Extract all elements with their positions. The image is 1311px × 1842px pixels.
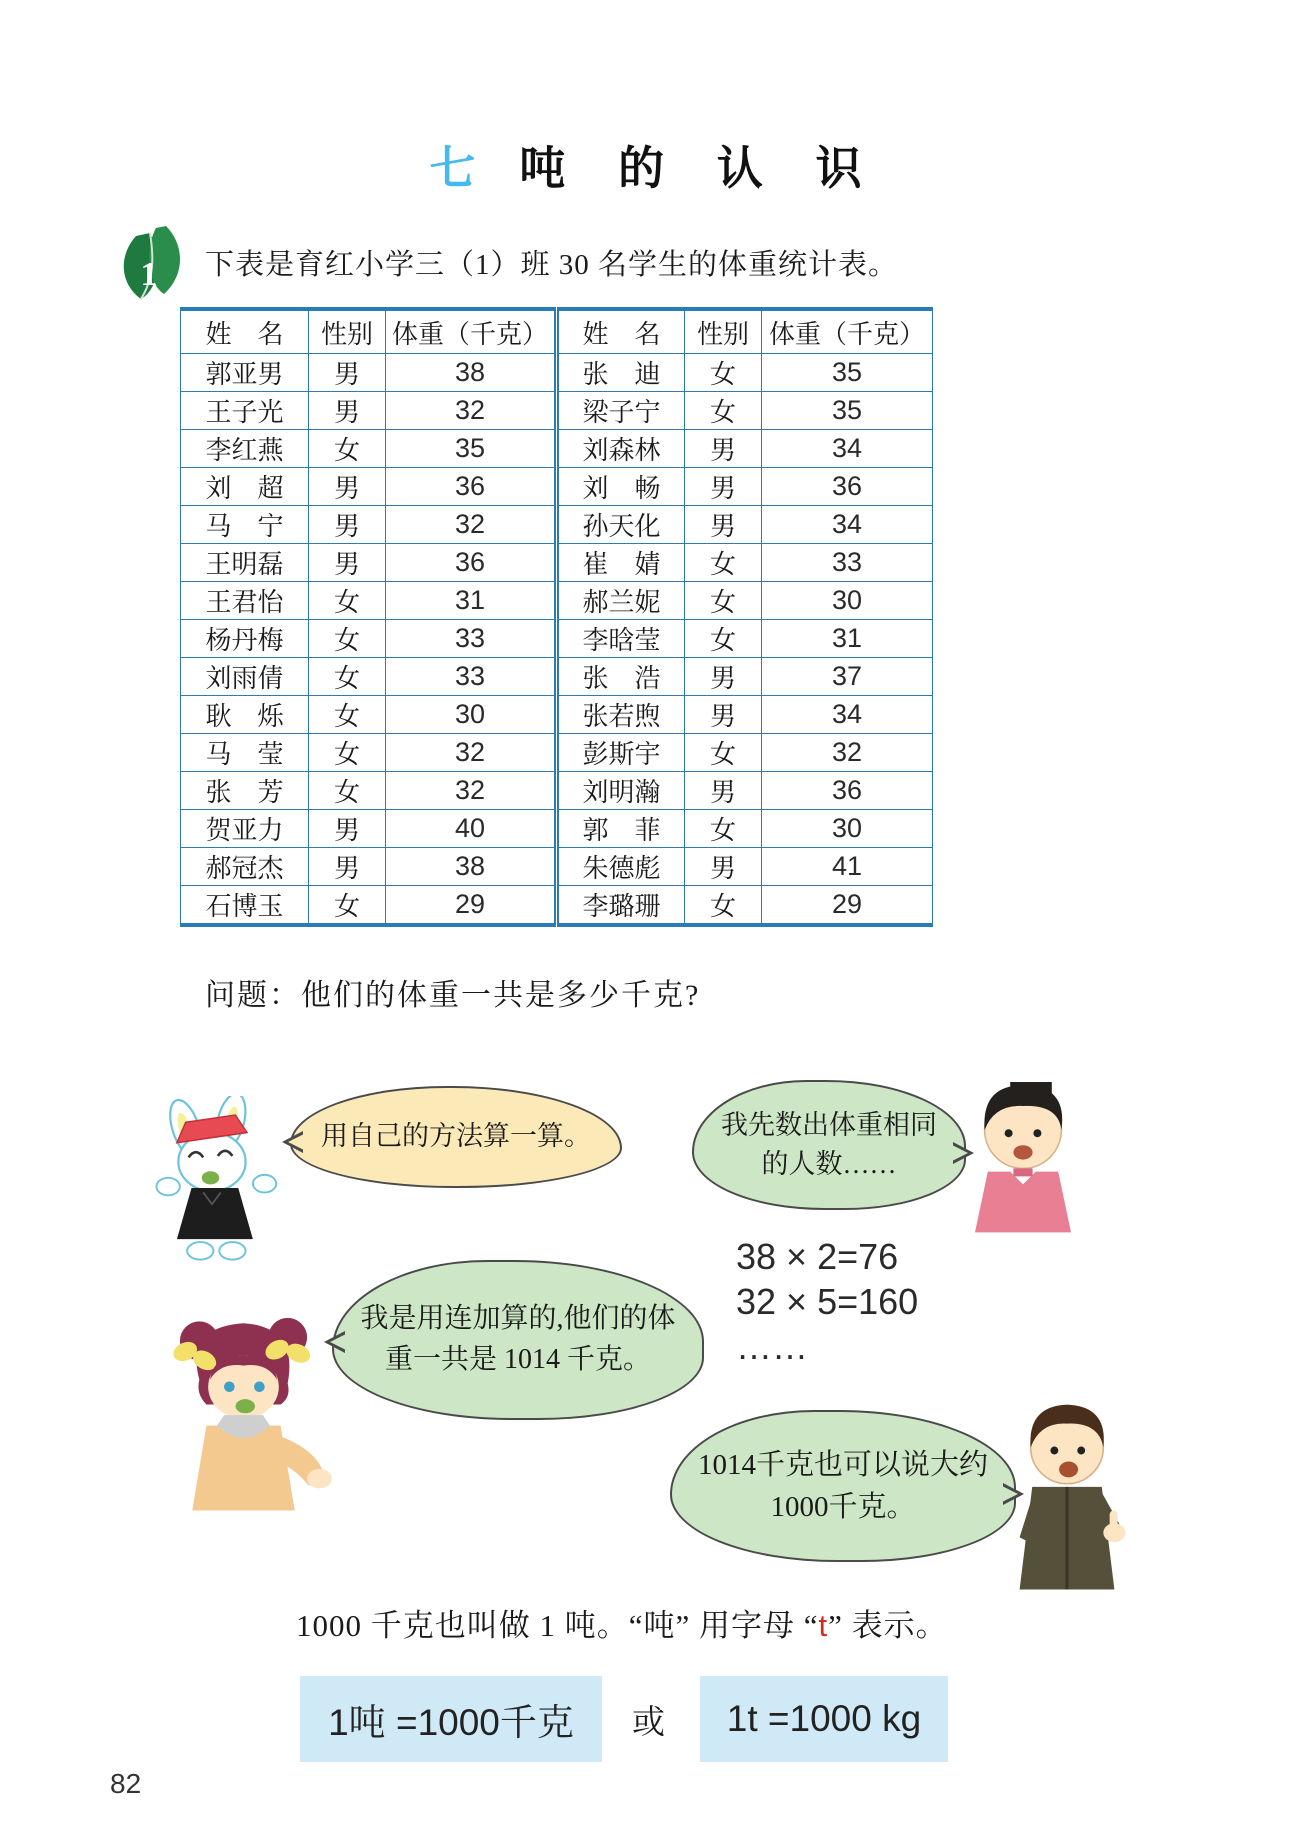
weight-cell: 32	[386, 392, 557, 430]
table-row	[181, 506, 933, 544]
gender-cell: 男	[685, 658, 762, 696]
student-name-cell: 张若煦	[557, 696, 685, 734]
formula-box-chinese	[300, 1676, 602, 1762]
table-row	[181, 354, 933, 392]
student-name-cell: 张 浩	[557, 658, 685, 696]
gender-cell: 男	[309, 392, 386, 430]
intro-sentence: 下表是育红小学三（1）班 30 名学生的体重统计表。	[205, 249, 899, 281]
weight-cell: 33	[386, 658, 557, 696]
gender-cell: 女	[685, 734, 762, 772]
conclusion-text-pre: 1000 千克也叫做 1 吨。“吨” 用字母 “	[296, 1608, 819, 1643]
unit-title-text: 吨 的 认 识	[519, 142, 882, 194]
conclusion-text-post: ” 表示。	[828, 1608, 948, 1643]
unit-title	[0, 132, 1311, 198]
equation-line: 32 × 5=160	[736, 1281, 919, 1322]
table-row	[181, 544, 933, 582]
gender-cell: 女	[309, 658, 386, 696]
gender-cell: 女	[685, 886, 762, 926]
example-number-badge: 1	[140, 256, 158, 293]
unit-number: 七	[429, 142, 476, 194]
student-name-cell: 刘 畅	[557, 468, 685, 506]
gender-cell: 女	[685, 810, 762, 848]
header-gender: 性别	[685, 309, 762, 354]
gender-cell: 女	[309, 696, 386, 734]
boy2-speech-text: 1014千克也可以说大约1000千克。	[697, 1448, 988, 1523]
weight-cell: 34	[762, 430, 933, 468]
header-name: 姓 名	[557, 309, 685, 354]
page-number: 82	[110, 1768, 142, 1799]
student-name-cell: 梁子宁	[557, 392, 685, 430]
student-name-cell: 刘 超	[181, 468, 309, 506]
girl-character-illustration	[146, 1302, 341, 1514]
gender-cell: 男	[685, 430, 762, 468]
student-name-cell: 马 宁	[181, 506, 309, 544]
table-row	[181, 392, 933, 430]
weight-cell: 36	[762, 772, 933, 810]
gender-cell: 女	[309, 886, 386, 926]
table-header-row	[181, 309, 933, 354]
student-name-cell: 郭亚男	[181, 354, 309, 392]
student-name-cell: 马 莹	[181, 734, 309, 772]
leaf-badge-icon	[114, 220, 190, 304]
rabbit-character-illustration	[150, 1096, 290, 1264]
table-row	[181, 772, 933, 810]
student-name-cell: 郝兰妮	[557, 582, 685, 620]
weight-cell: 35	[386, 430, 557, 468]
student-name-cell: 刘明瀚	[557, 772, 685, 810]
gender-cell: 女	[309, 772, 386, 810]
weight-statistics-table	[180, 307, 933, 927]
equation-line: 38 × 2=76	[736, 1236, 899, 1277]
weight-cell: 40	[386, 810, 557, 848]
boy-jacket-illustration	[988, 1386, 1146, 1594]
student-name-cell: 郝冠杰	[181, 848, 309, 886]
equation-ellipsis: ……	[736, 1326, 808, 1367]
gender-cell: 女	[685, 544, 762, 582]
rabbit-speech-bubble	[290, 1086, 622, 1188]
gender-cell: 女	[685, 582, 762, 620]
gender-cell: 男	[685, 848, 762, 886]
weight-cell: 41	[762, 848, 933, 886]
or-label: 或	[632, 1705, 665, 1741]
weight-cell: 36	[386, 544, 557, 582]
gender-cell: 女	[309, 582, 386, 620]
table-row	[181, 430, 933, 468]
gender-cell: 男	[685, 506, 762, 544]
student-name-cell: 王明磊	[181, 544, 309, 582]
weight-cell: 29	[386, 886, 557, 926]
student-name-cell: 张 迪	[557, 354, 685, 392]
girl-speech-bubble	[332, 1260, 704, 1420]
rabbit-speech-text: 用自己的方法算一算。	[321, 1121, 591, 1152]
student-name-cell: 李璐珊	[557, 886, 685, 926]
boy1-speech-text: 我先数出体重相同的人数……	[721, 1109, 937, 1179]
boy1-speech-bubble	[692, 1080, 966, 1210]
header-name: 姓 名	[181, 309, 309, 354]
weight-cell: 34	[762, 696, 933, 734]
formula-symbol-text: 1t =1000 kg	[726, 1698, 922, 1739]
student-name-cell: 贺亚力	[181, 810, 309, 848]
weight-cell: 36	[386, 468, 557, 506]
boy2-speech-bubble	[670, 1410, 1016, 1562]
table-row	[181, 848, 933, 886]
weight-cell: 30	[762, 582, 933, 620]
gender-cell: 男	[309, 810, 386, 848]
formula-chinese-text: 1吨 =1000千克	[328, 1702, 574, 1743]
student-name-cell: 李晗莹	[557, 620, 685, 658]
gender-cell: 男	[685, 468, 762, 506]
student-name-cell: 杨丹梅	[181, 620, 309, 658]
weight-cell: 32	[762, 734, 933, 772]
gender-cell: 女	[309, 620, 386, 658]
weight-cell: 35	[762, 354, 933, 392]
table-row	[181, 620, 933, 658]
weight-cell: 33	[762, 544, 933, 582]
weight-cell: 33	[386, 620, 557, 658]
table-row	[181, 658, 933, 696]
weight-cell: 31	[762, 620, 933, 658]
gender-cell: 男	[685, 772, 762, 810]
gender-cell: 男	[309, 354, 386, 392]
gender-cell: 女	[685, 354, 762, 392]
student-name-cell: 孙天化	[557, 506, 685, 544]
student-name-cell: 郭 菲	[557, 810, 685, 848]
formula-box-symbol	[700, 1676, 948, 1762]
gender-cell: 男	[309, 848, 386, 886]
table-row	[181, 886, 933, 926]
weight-cell: 31	[386, 582, 557, 620]
student-name-cell: 耿 烁	[181, 696, 309, 734]
weight-cell: 29	[762, 886, 933, 926]
gender-cell: 女	[685, 392, 762, 430]
student-name-cell: 刘雨倩	[181, 658, 309, 696]
conclusion-sentence	[296, 1600, 948, 1645]
weight-cell: 30	[386, 696, 557, 734]
student-name-cell: 王子光	[181, 392, 309, 430]
ton-symbol-letter: t	[818, 1608, 829, 1643]
weight-cell: 34	[762, 506, 933, 544]
girl-speech-text: 我是用连加算的,他们的体重一共是 1014 千克。	[360, 1303, 676, 1375]
header-weight: 体重（千克）	[762, 309, 933, 354]
student-name-cell: 彭斯宇	[557, 734, 685, 772]
table-row	[181, 734, 933, 772]
gender-cell: 男	[309, 468, 386, 506]
weight-cell: 38	[386, 848, 557, 886]
table-row	[181, 696, 933, 734]
student-name-cell: 朱德彪	[557, 848, 685, 886]
equations-block	[736, 1234, 918, 1369]
header-weight: 体重（千克）	[386, 309, 557, 354]
weight-cell: 32	[386, 506, 557, 544]
question-text: 问题：他们的体重一共是多少千克?	[205, 979, 701, 1012]
table-row	[181, 582, 933, 620]
weight-cell: 35	[762, 392, 933, 430]
boy-pink-sweater-illustration	[942, 1066, 1112, 1234]
table-row	[181, 810, 933, 848]
student-name-cell: 王君怡	[181, 582, 309, 620]
student-name-cell: 刘森林	[557, 430, 685, 468]
gender-cell: 女	[309, 430, 386, 468]
table-row	[181, 468, 933, 506]
header-gender: 性别	[309, 309, 386, 354]
gender-cell: 男	[309, 506, 386, 544]
weight-cell: 36	[762, 468, 933, 506]
student-name-cell: 李红燕	[181, 430, 309, 468]
weight-cell: 32	[386, 772, 557, 810]
weight-cell: 37	[762, 658, 933, 696]
gender-cell: 男	[685, 696, 762, 734]
weight-cell: 32	[386, 734, 557, 772]
student-name-cell: 张 芳	[181, 772, 309, 810]
gender-cell: 女	[685, 620, 762, 658]
gender-cell: 男	[309, 544, 386, 582]
weight-cell: 30	[762, 810, 933, 848]
gender-cell: 女	[309, 734, 386, 772]
student-name-cell: 石博玉	[181, 886, 309, 926]
student-name-cell: 崔 婧	[557, 544, 685, 582]
weight-cell: 38	[386, 354, 557, 392]
